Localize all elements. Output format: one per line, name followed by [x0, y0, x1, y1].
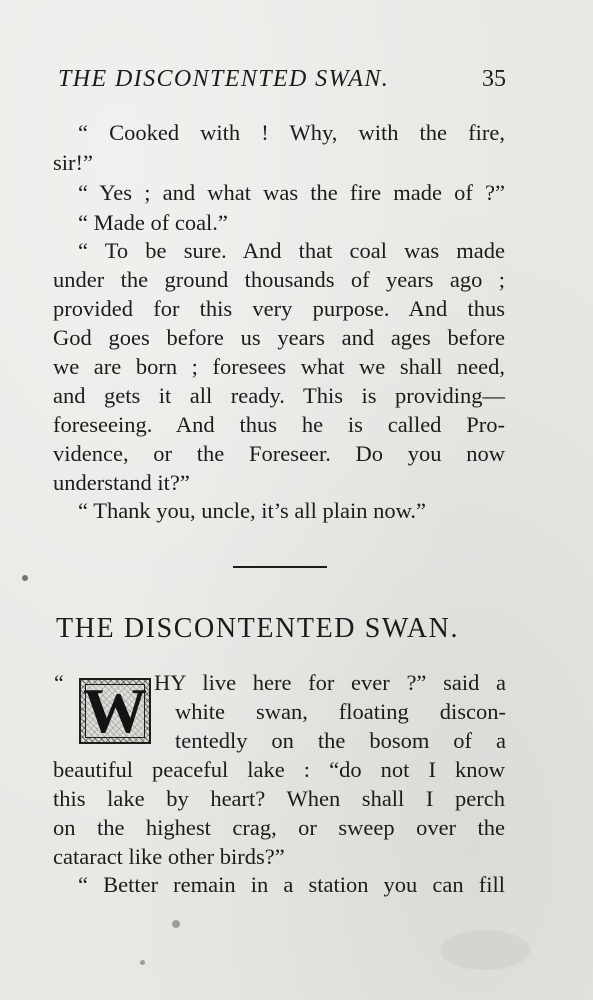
text-line: beautiful peaceful lake : “do not I know — [53, 757, 505, 782]
running-head — [58, 66, 506, 93]
running-title: THE DISCONTENTED SWAN. — [58, 66, 390, 92]
chapter-title: THE DISCONTENTED SWAN. — [56, 613, 460, 644]
text-line: cataract like other birds?” — [53, 844, 285, 869]
page-number: 35 — [482, 66, 506, 92]
text-line: under the ground thousands of years ago ; — [53, 267, 505, 292]
text-line: understand it?” — [53, 470, 190, 495]
page-speck — [22, 575, 28, 581]
text-line: “ To be sure. And that coal was made — [78, 238, 505, 263]
text-line: foreseeing. And thus he is called Pro- — [53, 412, 505, 437]
text-line: on the highest crag, or sweep over the — [53, 815, 505, 840]
drop-cap-letter: W — [83, 675, 147, 746]
opening-quote: “ — [54, 670, 64, 695]
text-line: sir!” — [53, 150, 93, 175]
text-line: “ Thank you, uncle, it’s all plain now.” — [78, 498, 427, 523]
text-line: and gets it all ready. This is providing— — [53, 383, 505, 408]
page-speck — [172, 920, 180, 928]
text-line: “ Made of coal.” — [78, 210, 228, 235]
ornamental-drop-cap — [79, 675, 151, 746]
section-divider — [233, 566, 327, 568]
text-line: we are born ; foresees what we shall need, — [53, 354, 505, 379]
page-speck — [140, 960, 145, 965]
text-line: HY live here for ever ?” said a — [154, 670, 506, 695]
text-line: “ Cooked with ! Why, with the fire, — [78, 120, 505, 145]
text-line: tentedly on the bosom of a — [175, 728, 506, 753]
text-line: provided for this very purpose. And thus — [53, 296, 505, 321]
text-line: God goes before us years and ages before — [53, 325, 505, 350]
page-stain — [440, 930, 530, 970]
text-line: white swan, floating discon- — [175, 699, 506, 724]
text-line: this lake by heart? When shall I perch — [53, 786, 505, 811]
text-line: “ Better remain in a station you can fill — [78, 872, 505, 897]
text-line: “ Yes ; and what was the fire made of ?” — [78, 180, 505, 205]
text-line: vidence, or the Foreseer. Do you now — [53, 441, 505, 466]
